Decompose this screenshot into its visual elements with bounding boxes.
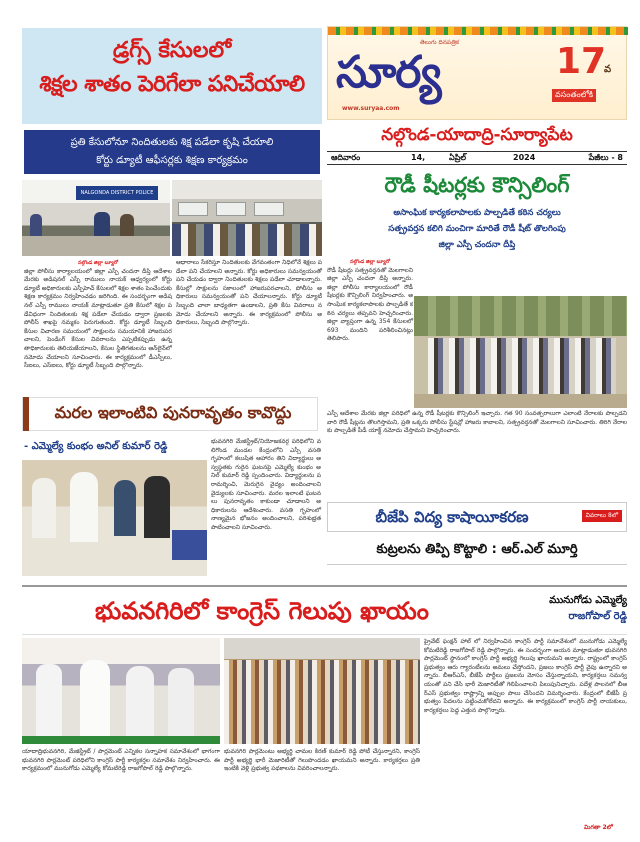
date-year: 2024 [513,153,536,162]
anniversary-number: 17 [556,41,607,82]
story2-subhead-line3: జిల్లా ఎస్పీ చందనా దీప్తి [438,240,516,250]
masthead-tagline: తెలుగు దినపత్రిక [420,39,460,46]
story2-body2: ఎస్పీ ఆదేశాల మేరకు జిల్లా పరిధిలో ఉన్న రౌడీ షీటర్లకు కౌన్సిలింగ్ ఇచ్చారు. గత 90 సంవత్సరాలుగా ఎలాంటి నేరాలకు పాల్పడని వారి రౌడీ షీట్లను తొలగిస్తామని, ప్రతి ఒక్కరు పోలీసు స్టేషన్లో హాజరు కావాలని, సత్ప్రవర్తనతో మెలగాలని సూచించారు. తిరిగి నేరాలకు పాల్పడితే పీడీ యాక్ట్ నమోదు చేస్తామని హెచ్చరించారు. [327,410,627,435]
story4-headline-box [327,502,627,532]
story2-subhead-line1: అసాంఘిక కార్యకలాపాలకు పాల్పడితే కఠిన చర్యలు [393,208,561,218]
story1-photo-left [22,180,170,256]
masthead [327,26,627,120]
story2-body-bottom [327,410,627,458]
story5-continued: మిగతా 2లో [584,824,613,831]
story3-byline: - ఎమ్మెల్యే కుంభం అనిల్ కుమార్ రెడ్డి [24,441,168,452]
story1-photo-right [172,180,322,256]
date-month: ఏప్రిల్ [449,153,467,162]
story2-photo [414,296,627,408]
story2-body: రౌడీ షీటర్లు సత్ప్రవర్తనతో మెలగాలని జిల్లా ఎస్పీ చందనా దీప్తి అన్నారు. జిల్లా పోలీసు కార్యాలయంలో రౌడీ షీటర్లకు కౌన్సిలింగ్ నిర్వహించారు. అసాంఘిక కార్యకలాపాలకు పాల్పడితే కఠిన చర్యలు తప్పవని హెచ్చరించారు. జిల్లా వ్యాప్తంగా ఉన్న 354 కేసులలో 693 మందిని పరిశీలించినట్లు తెలిపారు. [327,266,413,343]
story2-subhead-line2: సత్ప్రవర్తన కలిగి మంచిగా మారితే రౌడీ షీట్ తొలగింపు [388,224,566,234]
masthead-website: www.suryaa.com [342,105,400,112]
story5-side-line2: రాజగోపాల్ రెడ్డి [568,611,627,622]
story5-body-mid-text: భువనగిరి పార్లమెంటు అభ్యర్థి చామల కిరణ్ కుమార్ రెడ్డి పోటీ చేస్తున్నారని, కాంగ్రెస్ పార్టీ అభ్యర్థి భారీ మెజారిటీతో గెలుపొందడం ఖాయమని అన్నారు. కార్యకర్తలు ప్రతి ఇంటికి వెళ్లి ప్రభుత్వ పథకాలను వివరించాలన్నారు. [224,748,420,773]
edition-title: నల్గొండ-యాదాద్రి-సూర్యాపేట [381,125,573,145]
story5-body-right [424,638,627,824]
story1-body2: ఆధారాలు సేకరిస్తూ నిందితులకు వేగవంతంగా నిధిలోనే శిక్షలు పడేలా పని చేయాలని అన్నారు. కోర్టు అధికారులు సమన్వయంతో పని చేయడం ద్వారా నిందితులకు శిక్షలు పడేలా చూడాలన్నారు. కేసుల్లో సాక్షులను సకాలంలో హాజరుపరచాలని, పోలీసు అధికారులు సమన్వయంతో పని చేయాలన్నారు. కోర్టు డ్యూటీ సిబ్బంది చాలా బాధ్యతగా ఉండాలని, ప్రతి కేసు వివరాలు నమోదు చేయాలని అన్నారు. ఈ కార్యక్రమంలో పోలీసు అధికారులు, సిబ్బంది పాల్గొన్నారు. [176,259,322,327]
story1-subhead-line2: కోర్టు డ్యూటీ ఆఫీసర్లకు శిక్షణ కార్యక్రమం [96,155,248,166]
story3-headline: మరల ఇలాంటివి పునరావృతం కావొద్దు [54,402,292,422]
date-bar [327,151,627,165]
story3-photo [22,460,207,576]
anniversary-suffix: వ [604,64,612,75]
masthead-title: సూర్య [336,47,441,98]
flower-garland-decoration [328,27,628,35]
story5-body-mid [224,748,420,824]
page-count: పేజీలు - 8 [588,153,623,162]
story1-body-col1 [24,259,172,370]
story1-subhead-box [24,130,320,174]
story2-body-col [327,258,413,408]
story1-dateline: నల్గొండ జిల్లా బ్యూరో [78,260,118,266]
story5-photo-left [22,638,220,744]
story5-body-left [22,748,220,824]
story1-subhead-line1: ప్రతి కేసులోనూ నిందితులకు శిక్ష పడేలా కృషి చేయాలి [70,137,274,148]
story3-body: భువనగిరి మేజిస్ట్రేట్/నియోజకవర్గ పరిధిలోని వలిగొండ మండల కేంద్రంలోని ఎస్సీ వసతి గృహంలో కలుషిత ఆహారం తిని విద్యార్థులు అస్వస్థతకు గురైన ఘటనపై ఎమ్మెల్యే కుంభం అనిల్ కుమార్ రెడ్డి స్పందించారు. విద్యార్థులను పరామర్శించి, మెరుగైన వైద్యం అందించాలని వైద్యులకు సూచించారు. మరల ఇలాంటి ఘటనలు పునరావృతం కాకుండా చూడాలని అధికారులను ఆదేశించారు. వసతి గృహంలో నాణ్యమైన భోజనం అందించాలని, పరిశుభ్రత పాటించాలని సూచించారు. [211,438,321,531]
date-day: ఆదివారం [331,153,361,162]
story2-dateline: నల్గొండ జిల్లా బ్యూరో [350,259,390,265]
story5-photo-mid [224,638,420,744]
story5-headline: భువనగిరిలో కాంగ్రెస్ గెలుపు ఖాయం [95,597,429,625]
story3-headline-box [22,397,318,431]
story1-headline-box [22,28,322,124]
story1-headline-line1: డ్రగ్స్ కేసులలో [112,38,232,63]
story1-body-col2 [176,259,322,351]
story5-body-right-text: ప్రైవేట్ ఫంక్షన్ హాల్ లో నిర్వహించిన కాంగ్రెస్ పార్టీ సమావేశంలో మునుగోడు ఎమ్మెల్యే కోమటిరెడ్డి రాజగోపాల్ రెడ్డి పాల్గొన్నారు. ఈ సందర్భంగా ఆయన మాట్లాడుతూ భువనగిరి పార్లమెంట్ స్థానంలో కాంగ్రెస్ పార్టీ అభ్యర్థి గెలుపు ఖాయమని అన్నారు. రాష్ట్రంలో కాంగ్రెస్ ప్రభుత్వం ఆరు గ్యారంటీలను అమలు చేస్తోందని, ప్రజలు కాంగ్రెస్ పార్టీ వైపు ఉన్నారని అన్నారు. బీఆర్ఎస్, బీజేపీ పార్టీలు ప్రజలను మోసం చేస్తున్నాయని, కార్యకర్తలు సమన్వయంతో పని చేసి భారీ మెజారిటీతో గెలిపించాలని పిలుపునిచ్చారు. పదేళ్ల పాలనలో బీఆర్ఎస్ ప్రభుత్వం రాష్ట్రాన్ని అప్పుల పాలు చేసిందని విమర్శించారు. కేంద్రంలో బీజేపీ ప్రభుత్వం పేదలను పట్టించుకోలేదని అన్నారు. ఈ కార్యక్రమంలో కాంగ్రెస్ పార్టీ నాయకులు, కార్యకర్తలు పెద్ద ఎత్తున పాల్గొన్నారు. [424,638,627,714]
story4-headline2: కుట్రలను తిప్పి కొట్టాలి : ఆర్.ఎల్ మూర్తి [327,535,627,565]
story5-body-left-text: యాదాద్రిభువనగిరి, మేజిస్ట్రేట్ / పార్లమెంట్ ఎన్నికల సన్నాహక సమావేశంలో భాగంగా భువనగిరి పార్లమెంట్ పరిధిలోని కాంగ్రెస్ పార్టీ కార్యకర్తల సమావేశం నిర్వహించారు. ఈ కార్యక్రమంలో మునుగోడు ఎమ్మెల్యే కోమటిరెడ్డి రాజగోపాల్ రెడ్డి పాల్గొన్నారు. [22,748,220,773]
story5-side-line1: మునుగోడు ఎమ్మెల్యే [549,595,627,606]
story1-body: జిల్లా పోలీసు కార్యాలయంలో జిల్లా ఎస్పీ చందనా దీప్తి ఆదేశాల మేరకు అడిషనల్ ఎస్పీ రాములు నాయక్ ఆధ్వర్యంలో కోర్టు డ్యూటీ అధికారులకు ఎస్పీహెచ్ కేసులలో శిక్షల శాతం పెంచేందుకు శిక్షణ కార్యక్రమం నిర్వహించడం జరిగింది. ఈ సందర్భంగా అడిషనల్ ఎస్పీ రాములు నాయక్ మాట్లాడుతూ ప్రతి కేసులో శిక్షల పడేవిధంగా నిందితులకు శిక్ష పడేలా చేయడం ద్వారా ప్రజలకు పోలీస్ శాఖపై నమ్మకం పెరుగుతుంది. కోర్టు డ్యూటీ సిబ్బంది కేసుల విచారణ సమయంలో సాక్షులను సమయానికి హాజరుపరచాలని, పెండింగ్ కేసుల వివరాలను ఎప్పటికప్పుడు ఉన్నతాధికారులకు తెలియజేయాలని, కేసుల స్థితిగతులను ఆన్‌లైన్‌లో నమోదు చేయాలని సూచించారు. ఈ కార్యక్రమంలో డీఎస్పీలు, సీఐలు, ఎస్ఐలు, కోర్టు డ్యూటీ సిబ్బంది పాల్గొన్నారు. [24,267,172,370]
story1-headline-line2: శిక్షల శాతం పెరిగేలా పనిచేయాలి [39,72,305,97]
date-number: 14, [411,153,426,162]
story5-headline-row [22,585,627,635]
anniversary-text: వసంతంలోకి [552,89,596,102]
story1-banner: NALGONDA DISTRICT POLICE [76,186,158,200]
story4-tag: వివరాలు 8లో [582,510,622,522]
story5-side-label [509,593,627,625]
story4-headline: బీజేపి విద్య కాషాయీకరణ [375,508,529,526]
story2-subheads [327,205,627,253]
story3-body-col [211,438,321,578]
story2-headline: రౌడీ షీటర్లకు కౌన్సిలింగ్ [384,173,570,197]
anniversary-badge [556,41,616,101]
